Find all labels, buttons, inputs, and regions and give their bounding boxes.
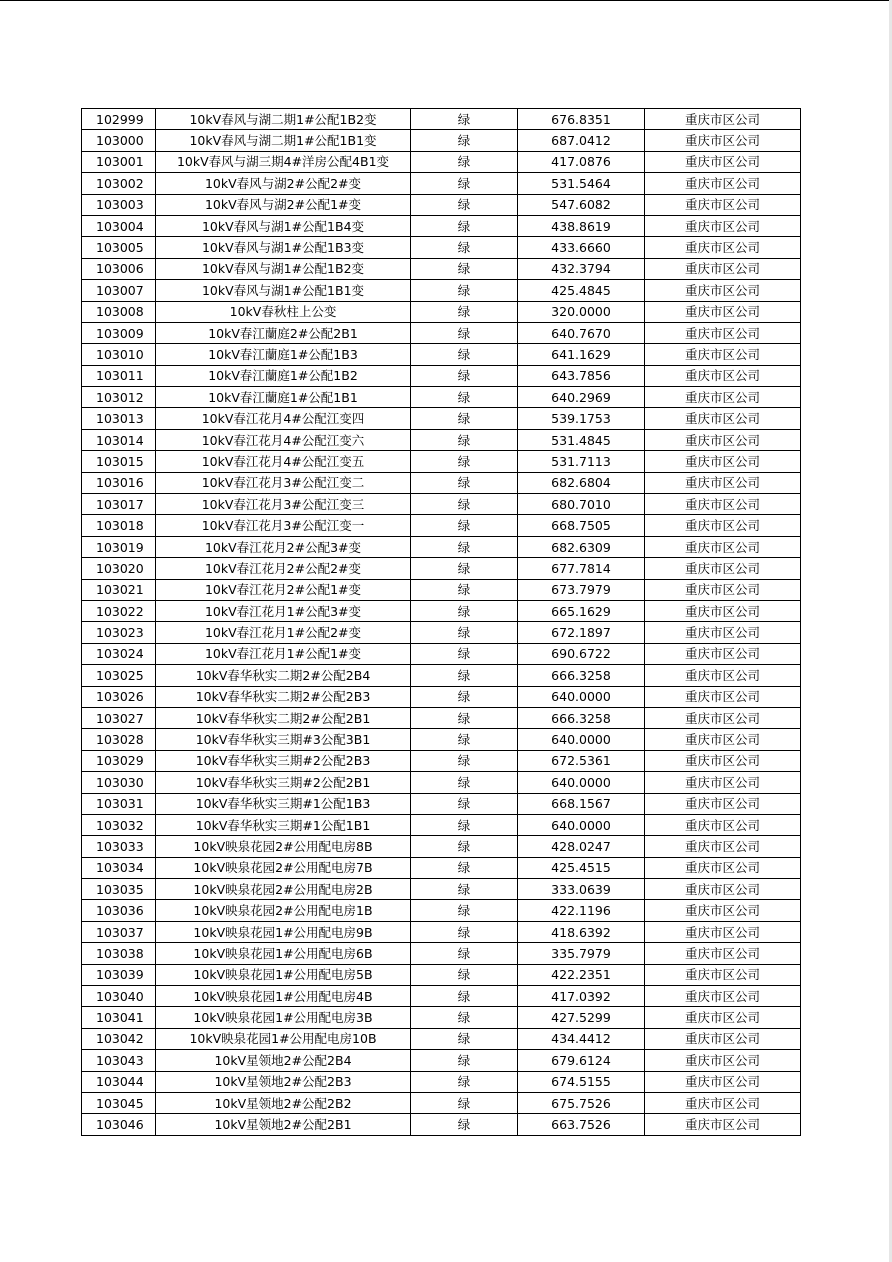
cell-value: 665.1629 — [518, 600, 645, 621]
cell-org: 重庆市区公司 — [645, 857, 801, 878]
cell-value: 668.1567 — [518, 793, 645, 814]
page-top-border — [0, 0, 892, 1]
cell-id: 103008 — [82, 301, 156, 322]
table-row — [82, 451, 801, 472]
cell-org: 重庆市区公司 — [645, 921, 801, 942]
table-row — [82, 772, 801, 793]
cell-color: 绿 — [411, 686, 518, 707]
cell-name: 10kV映泉花园1#公用配电房10B — [156, 1028, 411, 1049]
cell-org: 重庆市区公司 — [645, 1007, 801, 1028]
table-row — [82, 900, 801, 921]
table-row — [82, 857, 801, 878]
cell-color: 绿 — [411, 365, 518, 386]
cell-value: 641.1629 — [518, 344, 645, 365]
cell-value: 640.0000 — [518, 686, 645, 707]
cell-org: 重庆市区公司 — [645, 1092, 801, 1113]
cell-value: 425.4845 — [518, 280, 645, 301]
cell-org: 重庆市区公司 — [645, 814, 801, 835]
table-row — [82, 515, 801, 536]
cell-org: 重庆市区公司 — [645, 1028, 801, 1049]
cell-name: 10kV春风与湖二期1#公配1B1变 — [156, 130, 411, 151]
cell-id: 102999 — [82, 109, 156, 130]
cell-value: 677.7814 — [518, 558, 645, 579]
cell-value: 335.7979 — [518, 943, 645, 964]
cell-id: 103006 — [82, 258, 156, 279]
cell-name: 10kV星领地2#公配2B4 — [156, 1050, 411, 1071]
cell-id: 103002 — [82, 173, 156, 194]
cell-id: 103003 — [82, 194, 156, 215]
cell-id: 103010 — [82, 344, 156, 365]
cell-color: 绿 — [411, 1071, 518, 1092]
cell-org: 重庆市区公司 — [645, 665, 801, 686]
cell-org: 重庆市区公司 — [645, 322, 801, 343]
table-row — [82, 1114, 801, 1135]
cell-org: 重庆市区公司 — [645, 707, 801, 728]
cell-org: 重庆市区公司 — [645, 151, 801, 172]
table-row — [82, 579, 801, 600]
cell-value: 547.6082 — [518, 194, 645, 215]
cell-name: 10kV春江花月1#公配2#变 — [156, 622, 411, 643]
cell-color: 绿 — [411, 494, 518, 515]
cell-id: 103028 — [82, 729, 156, 750]
table-row — [82, 750, 801, 771]
cell-org: 重庆市区公司 — [645, 536, 801, 557]
cell-color: 绿 — [411, 194, 518, 215]
table-row — [82, 729, 801, 750]
cell-org: 重庆市区公司 — [645, 365, 801, 386]
cell-value: 417.0876 — [518, 151, 645, 172]
cell-org: 重庆市区公司 — [645, 729, 801, 750]
table-body — [82, 109, 801, 1136]
cell-name: 10kV春风与湖二期1#公配1B2变 — [156, 109, 411, 130]
cell-name: 10kV春江蘭庭2#公配2B1 — [156, 322, 411, 343]
cell-id: 103039 — [82, 964, 156, 985]
cell-name: 10kV春华秋实二期2#公配2B3 — [156, 686, 411, 707]
cell-color: 绿 — [411, 109, 518, 130]
cell-id: 103017 — [82, 494, 156, 515]
cell-value: 640.7670 — [518, 322, 645, 343]
table-row — [82, 879, 801, 900]
table-row — [82, 215, 801, 236]
cell-value: 682.6309 — [518, 536, 645, 557]
cell-id: 103013 — [82, 408, 156, 429]
cell-color: 绿 — [411, 900, 518, 921]
cell-color: 绿 — [411, 964, 518, 985]
cell-id: 103016 — [82, 472, 156, 493]
cell-color: 绿 — [411, 729, 518, 750]
cell-name: 10kV春江花月4#公配江变四 — [156, 408, 411, 429]
cell-id: 103001 — [82, 151, 156, 172]
cell-value: 422.2351 — [518, 964, 645, 985]
cell-color: 绿 — [411, 408, 518, 429]
table-row — [82, 622, 801, 643]
cell-name: 10kV春风与湖2#公配1#变 — [156, 194, 411, 215]
cell-name: 10kV春秋柱上公变 — [156, 301, 411, 322]
cell-color: 绿 — [411, 1092, 518, 1113]
cell-color: 绿 — [411, 857, 518, 878]
cell-name: 10kV映泉花园2#公用配电房8B — [156, 836, 411, 857]
cell-id: 103022 — [82, 600, 156, 621]
cell-color: 绿 — [411, 301, 518, 322]
cell-name: 10kV春江花月3#公配江变三 — [156, 494, 411, 515]
cell-color: 绿 — [411, 879, 518, 900]
table-row — [82, 173, 801, 194]
cell-color: 绿 — [411, 750, 518, 771]
cell-org: 重庆市区公司 — [645, 194, 801, 215]
cell-name: 10kV映泉花园1#公用配电房9B — [156, 921, 411, 942]
table-row — [82, 964, 801, 985]
cell-org: 重庆市区公司 — [645, 793, 801, 814]
cell-org: 重庆市区公司 — [645, 986, 801, 1007]
cell-value: 425.4515 — [518, 857, 645, 878]
data-table — [81, 108, 801, 1136]
cell-id: 103045 — [82, 1092, 156, 1113]
cell-id: 103023 — [82, 622, 156, 643]
cell-org: 重庆市区公司 — [645, 772, 801, 793]
cell-name: 10kV映泉花园1#公用配电房6B — [156, 943, 411, 964]
cell-value: 640.0000 — [518, 772, 645, 793]
cell-color: 绿 — [411, 536, 518, 557]
cell-name: 10kV映泉花园2#公用配电房2B — [156, 879, 411, 900]
cell-id: 103038 — [82, 943, 156, 964]
cell-org: 重庆市区公司 — [645, 643, 801, 664]
cell-name: 10kV映泉花园2#公用配电房7B — [156, 857, 411, 878]
cell-id: 103044 — [82, 1071, 156, 1092]
table-row — [82, 814, 801, 835]
cell-id: 103041 — [82, 1007, 156, 1028]
cell-org: 重庆市区公司 — [645, 472, 801, 493]
cell-color: 绿 — [411, 986, 518, 1007]
cell-id: 103036 — [82, 900, 156, 921]
cell-color: 绿 — [411, 515, 518, 536]
cell-color: 绿 — [411, 451, 518, 472]
cell-id: 103018 — [82, 515, 156, 536]
table-row — [82, 686, 801, 707]
cell-org: 重庆市区公司 — [645, 879, 801, 900]
table-row — [82, 836, 801, 857]
table-row — [82, 643, 801, 664]
cell-color: 绿 — [411, 322, 518, 343]
cell-value: 675.7526 — [518, 1092, 645, 1113]
cell-value: 687.0412 — [518, 130, 645, 151]
table-row — [82, 258, 801, 279]
cell-id: 103011 — [82, 365, 156, 386]
cell-name: 10kV春江花月2#公配1#变 — [156, 579, 411, 600]
table-row — [82, 387, 801, 408]
cell-value: 673.7979 — [518, 579, 645, 600]
cell-color: 绿 — [411, 130, 518, 151]
cell-id: 103031 — [82, 793, 156, 814]
cell-color: 绿 — [411, 943, 518, 964]
table-row — [82, 194, 801, 215]
cell-org: 重庆市区公司 — [645, 515, 801, 536]
table-row — [82, 1050, 801, 1071]
cell-name: 10kV春风与湖1#公配1B3变 — [156, 237, 411, 258]
cell-value: 433.6660 — [518, 237, 645, 258]
cell-name: 10kV春华秋实三期#3公配3B1 — [156, 729, 411, 750]
cell-id: 103040 — [82, 986, 156, 1007]
cell-value: 674.5155 — [518, 1071, 645, 1092]
cell-name: 10kV春江蘭庭1#公配1B3 — [156, 344, 411, 365]
cell-color: 绿 — [411, 622, 518, 643]
cell-value: 640.2969 — [518, 387, 645, 408]
cell-name: 10kV春江花月3#公配江变二 — [156, 472, 411, 493]
cell-value: 672.1897 — [518, 622, 645, 643]
cell-org: 重庆市区公司 — [645, 622, 801, 643]
cell-value: 539.1753 — [518, 408, 645, 429]
cell-color: 绿 — [411, 1028, 518, 1049]
cell-org: 重庆市区公司 — [645, 173, 801, 194]
cell-id: 103004 — [82, 215, 156, 236]
cell-id: 103020 — [82, 558, 156, 579]
cell-name: 10kV春江蘭庭1#公配1B1 — [156, 387, 411, 408]
cell-id: 103026 — [82, 686, 156, 707]
cell-id: 103035 — [82, 879, 156, 900]
cell-name: 10kV星领地2#公配2B2 — [156, 1092, 411, 1113]
cell-name: 10kV春风与湖1#公配1B4变 — [156, 215, 411, 236]
cell-color: 绿 — [411, 793, 518, 814]
cell-org: 重庆市区公司 — [645, 130, 801, 151]
cell-id: 103014 — [82, 429, 156, 450]
cell-org: 重庆市区公司 — [645, 215, 801, 236]
cell-color: 绿 — [411, 921, 518, 942]
cell-value: 531.5464 — [518, 173, 645, 194]
cell-value: 640.0000 — [518, 729, 645, 750]
cell-color: 绿 — [411, 472, 518, 493]
cell-org: 重庆市区公司 — [645, 964, 801, 985]
cell-name: 10kV春华秋实二期2#公配2B1 — [156, 707, 411, 728]
table-row — [82, 600, 801, 621]
cell-name: 10kV春华秋实三期#1公配1B1 — [156, 814, 411, 835]
table-row — [82, 943, 801, 964]
table-row — [82, 408, 801, 429]
cell-id: 103009 — [82, 322, 156, 343]
cell-value: 666.3258 — [518, 665, 645, 686]
table-row — [82, 558, 801, 579]
cell-id: 103042 — [82, 1028, 156, 1049]
table-row — [82, 109, 801, 130]
table-row — [82, 344, 801, 365]
cell-id: 103000 — [82, 130, 156, 151]
table-row — [82, 130, 801, 151]
cell-id: 103037 — [82, 921, 156, 942]
cell-id: 103021 — [82, 579, 156, 600]
table-row — [82, 1071, 801, 1092]
cell-color: 绿 — [411, 836, 518, 857]
cell-value: 680.7010 — [518, 494, 645, 515]
cell-value: 531.7113 — [518, 451, 645, 472]
cell-id: 103046 — [82, 1114, 156, 1135]
cell-id: 103029 — [82, 750, 156, 771]
cell-id: 103025 — [82, 665, 156, 686]
cell-color: 绿 — [411, 280, 518, 301]
cell-value: 531.4845 — [518, 429, 645, 450]
table-row — [82, 1028, 801, 1049]
cell-color: 绿 — [411, 344, 518, 365]
cell-value: 418.6392 — [518, 921, 645, 942]
cell-value: 427.5299 — [518, 1007, 645, 1028]
cell-name: 10kV春风与湖1#公配1B1变 — [156, 280, 411, 301]
cell-value: 417.0392 — [518, 986, 645, 1007]
table-row — [82, 921, 801, 942]
cell-name: 10kV春风与湖三期4#洋房公配4B1变 — [156, 151, 411, 172]
cell-value: 666.3258 — [518, 707, 645, 728]
cell-org: 重庆市区公司 — [645, 558, 801, 579]
cell-value: 432.3794 — [518, 258, 645, 279]
table-row — [82, 494, 801, 515]
cell-value: 428.0247 — [518, 836, 645, 857]
cell-org: 重庆市区公司 — [645, 387, 801, 408]
cell-org: 重庆市区公司 — [645, 280, 801, 301]
cell-id: 103019 — [82, 536, 156, 557]
cell-org: 重庆市区公司 — [645, 943, 801, 964]
cell-name: 10kV春华秋实三期#1公配1B3 — [156, 793, 411, 814]
cell-color: 绿 — [411, 237, 518, 258]
cell-color: 绿 — [411, 1007, 518, 1028]
cell-org: 重庆市区公司 — [645, 301, 801, 322]
table-row — [82, 536, 801, 557]
cell-id: 103005 — [82, 237, 156, 258]
cell-org: 重庆市区公司 — [645, 237, 801, 258]
cell-org: 重庆市区公司 — [645, 408, 801, 429]
cell-id: 103007 — [82, 280, 156, 301]
cell-id: 103015 — [82, 451, 156, 472]
cell-name: 10kV春江花月2#公配3#变 — [156, 536, 411, 557]
cell-value: 663.7526 — [518, 1114, 645, 1135]
table-row — [82, 793, 801, 814]
cell-org: 重庆市区公司 — [645, 1050, 801, 1071]
table-row — [82, 986, 801, 1007]
table-row — [82, 301, 801, 322]
cell-color: 绿 — [411, 643, 518, 664]
cell-id: 103033 — [82, 836, 156, 857]
cell-name: 10kV春江花月4#公配江变五 — [156, 451, 411, 472]
cell-name: 10kV春江蘭庭1#公配1B2 — [156, 365, 411, 386]
cell-value: 676.8351 — [518, 109, 645, 130]
cell-color: 绿 — [411, 387, 518, 408]
cell-name: 10kV春华秋实三期#2公配2B3 — [156, 750, 411, 771]
cell-name: 10kV星领地2#公配2B1 — [156, 1114, 411, 1135]
cell-org: 重庆市区公司 — [645, 750, 801, 771]
cell-color: 绿 — [411, 215, 518, 236]
cell-value: 643.7856 — [518, 365, 645, 386]
cell-color: 绿 — [411, 600, 518, 621]
cell-color: 绿 — [411, 707, 518, 728]
cell-id: 103024 — [82, 643, 156, 664]
cell-name: 10kV春华秋实三期#2公配2B1 — [156, 772, 411, 793]
cell-org: 重庆市区公司 — [645, 1114, 801, 1135]
cell-org: 重庆市区公司 — [645, 600, 801, 621]
cell-id: 103027 — [82, 707, 156, 728]
cell-org: 重庆市区公司 — [645, 1071, 801, 1092]
cell-value: 434.4412 — [518, 1028, 645, 1049]
cell-value: 422.1196 — [518, 900, 645, 921]
cell-org: 重庆市区公司 — [645, 836, 801, 857]
cell-name: 10kV星领地2#公配2B3 — [156, 1071, 411, 1092]
cell-name: 10kV春江花月1#公配1#变 — [156, 643, 411, 664]
cell-id: 103034 — [82, 857, 156, 878]
cell-value: 668.7505 — [518, 515, 645, 536]
table-row — [82, 322, 801, 343]
cell-org: 重庆市区公司 — [645, 429, 801, 450]
table-row — [82, 429, 801, 450]
cell-color: 绿 — [411, 1050, 518, 1071]
cell-org: 重庆市区公司 — [645, 686, 801, 707]
table-row — [82, 280, 801, 301]
table-row — [82, 1007, 801, 1028]
cell-color: 绿 — [411, 151, 518, 172]
cell-value: 690.6722 — [518, 643, 645, 664]
table-row — [82, 665, 801, 686]
table-row — [82, 365, 801, 386]
cell-color: 绿 — [411, 429, 518, 450]
cell-org: 重庆市区公司 — [645, 579, 801, 600]
cell-name: 10kV映泉花园1#公用配电房3B — [156, 1007, 411, 1028]
table-row — [82, 472, 801, 493]
cell-color: 绿 — [411, 173, 518, 194]
cell-color: 绿 — [411, 814, 518, 835]
cell-org: 重庆市区公司 — [645, 109, 801, 130]
cell-org: 重庆市区公司 — [645, 900, 801, 921]
cell-name: 10kV春江花月2#公配2#变 — [156, 558, 411, 579]
table-row — [82, 1092, 801, 1113]
cell-color: 绿 — [411, 258, 518, 279]
cell-name: 10kV春华秋实二期2#公配2B4 — [156, 665, 411, 686]
cell-org: 重庆市区公司 — [645, 344, 801, 365]
cell-value: 679.6124 — [518, 1050, 645, 1071]
cell-name: 10kV春江花月4#公配江变六 — [156, 429, 411, 450]
cell-id: 103043 — [82, 1050, 156, 1071]
cell-name: 10kV春江花月1#公配3#变 — [156, 600, 411, 621]
cell-id: 103032 — [82, 814, 156, 835]
cell-value: 672.5361 — [518, 750, 645, 771]
cell-org: 重庆市区公司 — [645, 451, 801, 472]
cell-id: 103012 — [82, 387, 156, 408]
cell-name: 10kV春风与湖2#公配2#变 — [156, 173, 411, 194]
cell-value: 438.8619 — [518, 215, 645, 236]
cell-id: 103030 — [82, 772, 156, 793]
cell-color: 绿 — [411, 665, 518, 686]
cell-name: 10kV春江花月3#公配江变一 — [156, 515, 411, 536]
table-row — [82, 237, 801, 258]
cell-name: 10kV映泉花园1#公用配电房4B — [156, 986, 411, 1007]
cell-name: 10kV映泉花园1#公用配电房5B — [156, 964, 411, 985]
cell-name: 10kV春风与湖1#公配1B2变 — [156, 258, 411, 279]
cell-value: 333.0639 — [518, 879, 645, 900]
cell-color: 绿 — [411, 1114, 518, 1135]
cell-color: 绿 — [411, 772, 518, 793]
table-row — [82, 707, 801, 728]
cell-value: 682.6804 — [518, 472, 645, 493]
cell-color: 绿 — [411, 579, 518, 600]
cell-value: 320.0000 — [518, 301, 645, 322]
cell-value: 640.0000 — [518, 814, 645, 835]
cell-org: 重庆市区公司 — [645, 258, 801, 279]
table-row — [82, 151, 801, 172]
cell-org: 重庆市区公司 — [645, 494, 801, 515]
cell-name: 10kV映泉花园2#公用配电房1B — [156, 900, 411, 921]
cell-color: 绿 — [411, 558, 518, 579]
